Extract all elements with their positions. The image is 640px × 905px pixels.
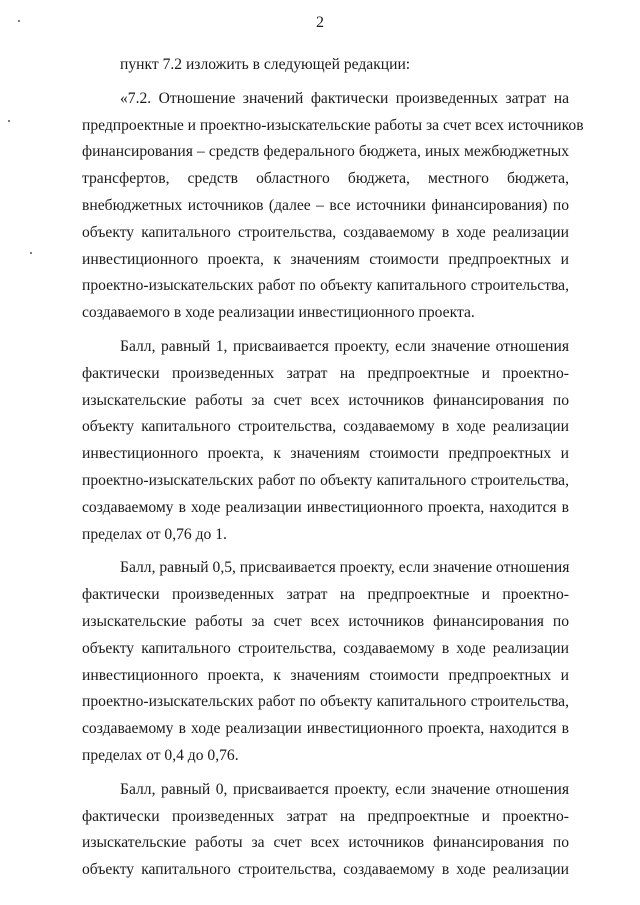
text-line: пределах от 0,4 до 0,76.	[82, 746, 239, 764]
scan-speck	[18, 20, 20, 22]
text-line: Балл, равный 1, присваивается проекту, если значение отношения	[120, 337, 569, 355]
paragraph-gap	[82, 327, 569, 334]
text-line: фактически произведенных затрат на предпроектные и проектно-	[82, 586, 569, 604]
text-line: создаваемому в ходе реализации инвестиционного проекта, находится в	[82, 498, 569, 516]
text-line: финансирования – средств федерального бюджета, иных межбюджетных	[82, 143, 569, 161]
document-body	[82, 52, 584, 884]
text-line: проектно-изыскательских работ по объекту капитального строительства,	[82, 693, 569, 711]
text-line: создаваемого в ходе реализации инвестиционного проекта.	[82, 304, 475, 322]
scan-speck	[8, 120, 10, 122]
text-line: изыскательские работы за счет всех источников финансирования по	[82, 391, 569, 409]
paragraph	[82, 52, 569, 79]
text-line: инвестиционного проекта, к значениям стоимости предпроектных и	[82, 666, 569, 684]
text-line: проектно-изыскательских работ по объекту капитального строительства,	[82, 277, 569, 295]
text-line: объекту капитального строительства, создаваемому в ходе реализации	[82, 861, 569, 879]
page-number: 2	[316, 14, 324, 31]
text-line: инвестиционного проекта, к значениям стоимости предпроектных и	[82, 250, 569, 268]
paragraph	[82, 86, 584, 327]
text-line: объекту капитального строительства, создаваемому в ходе реализации	[82, 639, 569, 657]
text-line: объекту капитального строительства, создаваемому в ходе реализации	[82, 223, 569, 241]
text-line: проектно-изыскательских работ по объекту капитального строительства,	[82, 471, 569, 489]
paragraph-gap	[82, 770, 569, 777]
text-line: Балл, равный 0, присваивается проекту, если значение отношения	[120, 780, 569, 798]
text-line: пункт 7.2 изложить в следующей редакции:	[120, 56, 411, 73]
paragraph	[82, 555, 569, 769]
text-line: внебюджетных источников (далее – все источники финансирования) по	[82, 196, 569, 214]
text-line: создаваемому в ходе реализации инвестиционного проекта, находится в	[82, 720, 569, 738]
text-line: «7.2. Отношение значений фактически произведенных затрат на	[120, 89, 569, 107]
paragraph	[82, 334, 569, 548]
text-line: фактически произведенных затрат на предпроектные и проектно-	[82, 807, 569, 825]
text-line: трансфертов, средств областного бюджета, местного бюджета,	[82, 170, 569, 188]
text-line: пределах от 0,76 до 1.	[82, 525, 227, 543]
text-line: изыскательские работы за счет всех источников финансирования по	[82, 834, 569, 852]
text-line: предпроектные и проектно-изыскательские работы за счет всех источников	[82, 116, 584, 134]
text-line: Балл, равный 0,5, присваивается проекту, если значение отношения	[120, 559, 570, 577]
paragraph-gap	[82, 548, 569, 555]
paragraph-gap	[82, 79, 569, 86]
text-line: фактически произведенных затрат на предпроектные и проектно-	[82, 364, 569, 382]
paragraph	[82, 777, 569, 884]
scan-speck	[30, 252, 32, 254]
text-line: инвестиционного проекта, к значениям стоимости предпроектных и	[82, 445, 569, 463]
text-line: объекту капитального строительства, создаваемому в ходе реализации	[82, 418, 569, 436]
text-line: изыскательские работы за счет всех источников финансирования по	[82, 612, 569, 630]
